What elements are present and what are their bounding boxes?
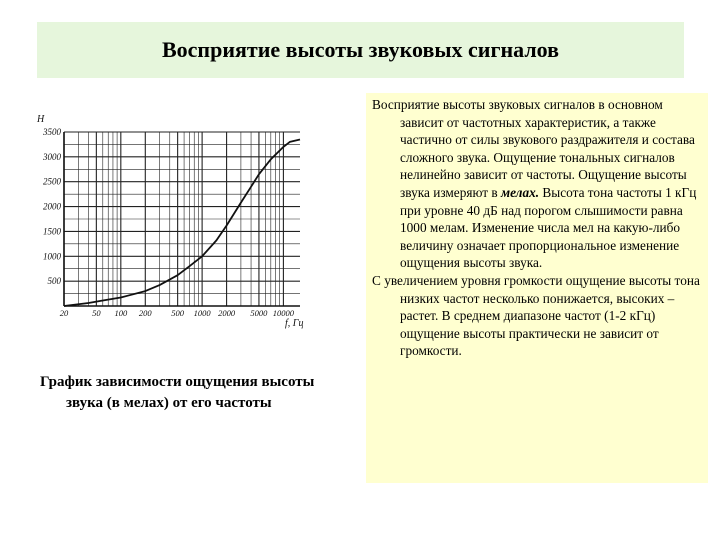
chart-x-tick-label: 20: [59, 308, 69, 318]
slide-title: Восприятие высоты звуковых сигналов: [161, 37, 560, 62]
chart-y-tick-label: 3500: [43, 127, 61, 137]
chart-caption: [40, 372, 330, 414]
chart-x-tick-label: 50: [92, 308, 101, 318]
chart-x-tick-label: 200: [138, 308, 152, 318]
chart-y-tick-label: 3000: [43, 151, 61, 162]
chart-y-tick-label: 1000: [43, 251, 61, 262]
chart-y-tick-label: 2000: [43, 201, 61, 212]
chart-x-tick-label: 1000: [193, 308, 211, 318]
chart-ticks: [42, 127, 295, 318]
paragraph-2: С увеличением уровня громкости ощущение высоты тона низких частот несколько понижается, высоких – растет. В среднем диапазоне частот (1-2 кГц) ощущение высоты практически не зависит от громкости.: [372, 272, 700, 359]
chart-x-tick-label: 100: [114, 308, 128, 318]
chart-x-tick-label: 10000: [272, 308, 295, 318]
paragraph-1: [372, 96, 700, 272]
pitch-chart-svg: [30, 112, 320, 332]
pitch-chart: [30, 112, 320, 332]
chart-x-tick-label: 500: [171, 308, 185, 318]
chart-grid: [64, 132, 300, 306]
chart-y-axis-label: Н: [37, 114, 45, 125]
title-bar: [37, 22, 684, 78]
chart-y-tick-label: 2500: [43, 176, 61, 187]
paragraph-1-text-b: Высота тона частоты 1 кГц при уровне 40 дБ над порогом слышимости равна 1000 мелам. Изменение числа мел на какую-либо величину означает пропорциональное изменение ощущения высоты звука.: [400, 184, 697, 271]
chart-y-tick-label: 1500: [43, 226, 61, 237]
mel-term: мелах.: [500, 184, 540, 200]
description-box: [366, 93, 708, 483]
chart-y-tick-label: 500: [47, 276, 61, 287]
chart-x-axis-label: f, Гц: [285, 318, 304, 329]
chart-x-tick-label: 2000: [218, 308, 236, 318]
chart-caption-text: График зависимости ощущения высоты звука (в мелах) от его частоты: [40, 374, 315, 411]
chart-x-tick-label: 5000: [250, 308, 268, 318]
paragraph-1-text-a: Восприятие высоты звуковых сигналов в основном зависит от частотных характеристик, а также частично от силы звукового раздражителя и состава сложного звука. Ощущение тональных сигналов нелинейно зависит от частоты. Ощущение высоты звука измеряют в: [372, 97, 695, 200]
